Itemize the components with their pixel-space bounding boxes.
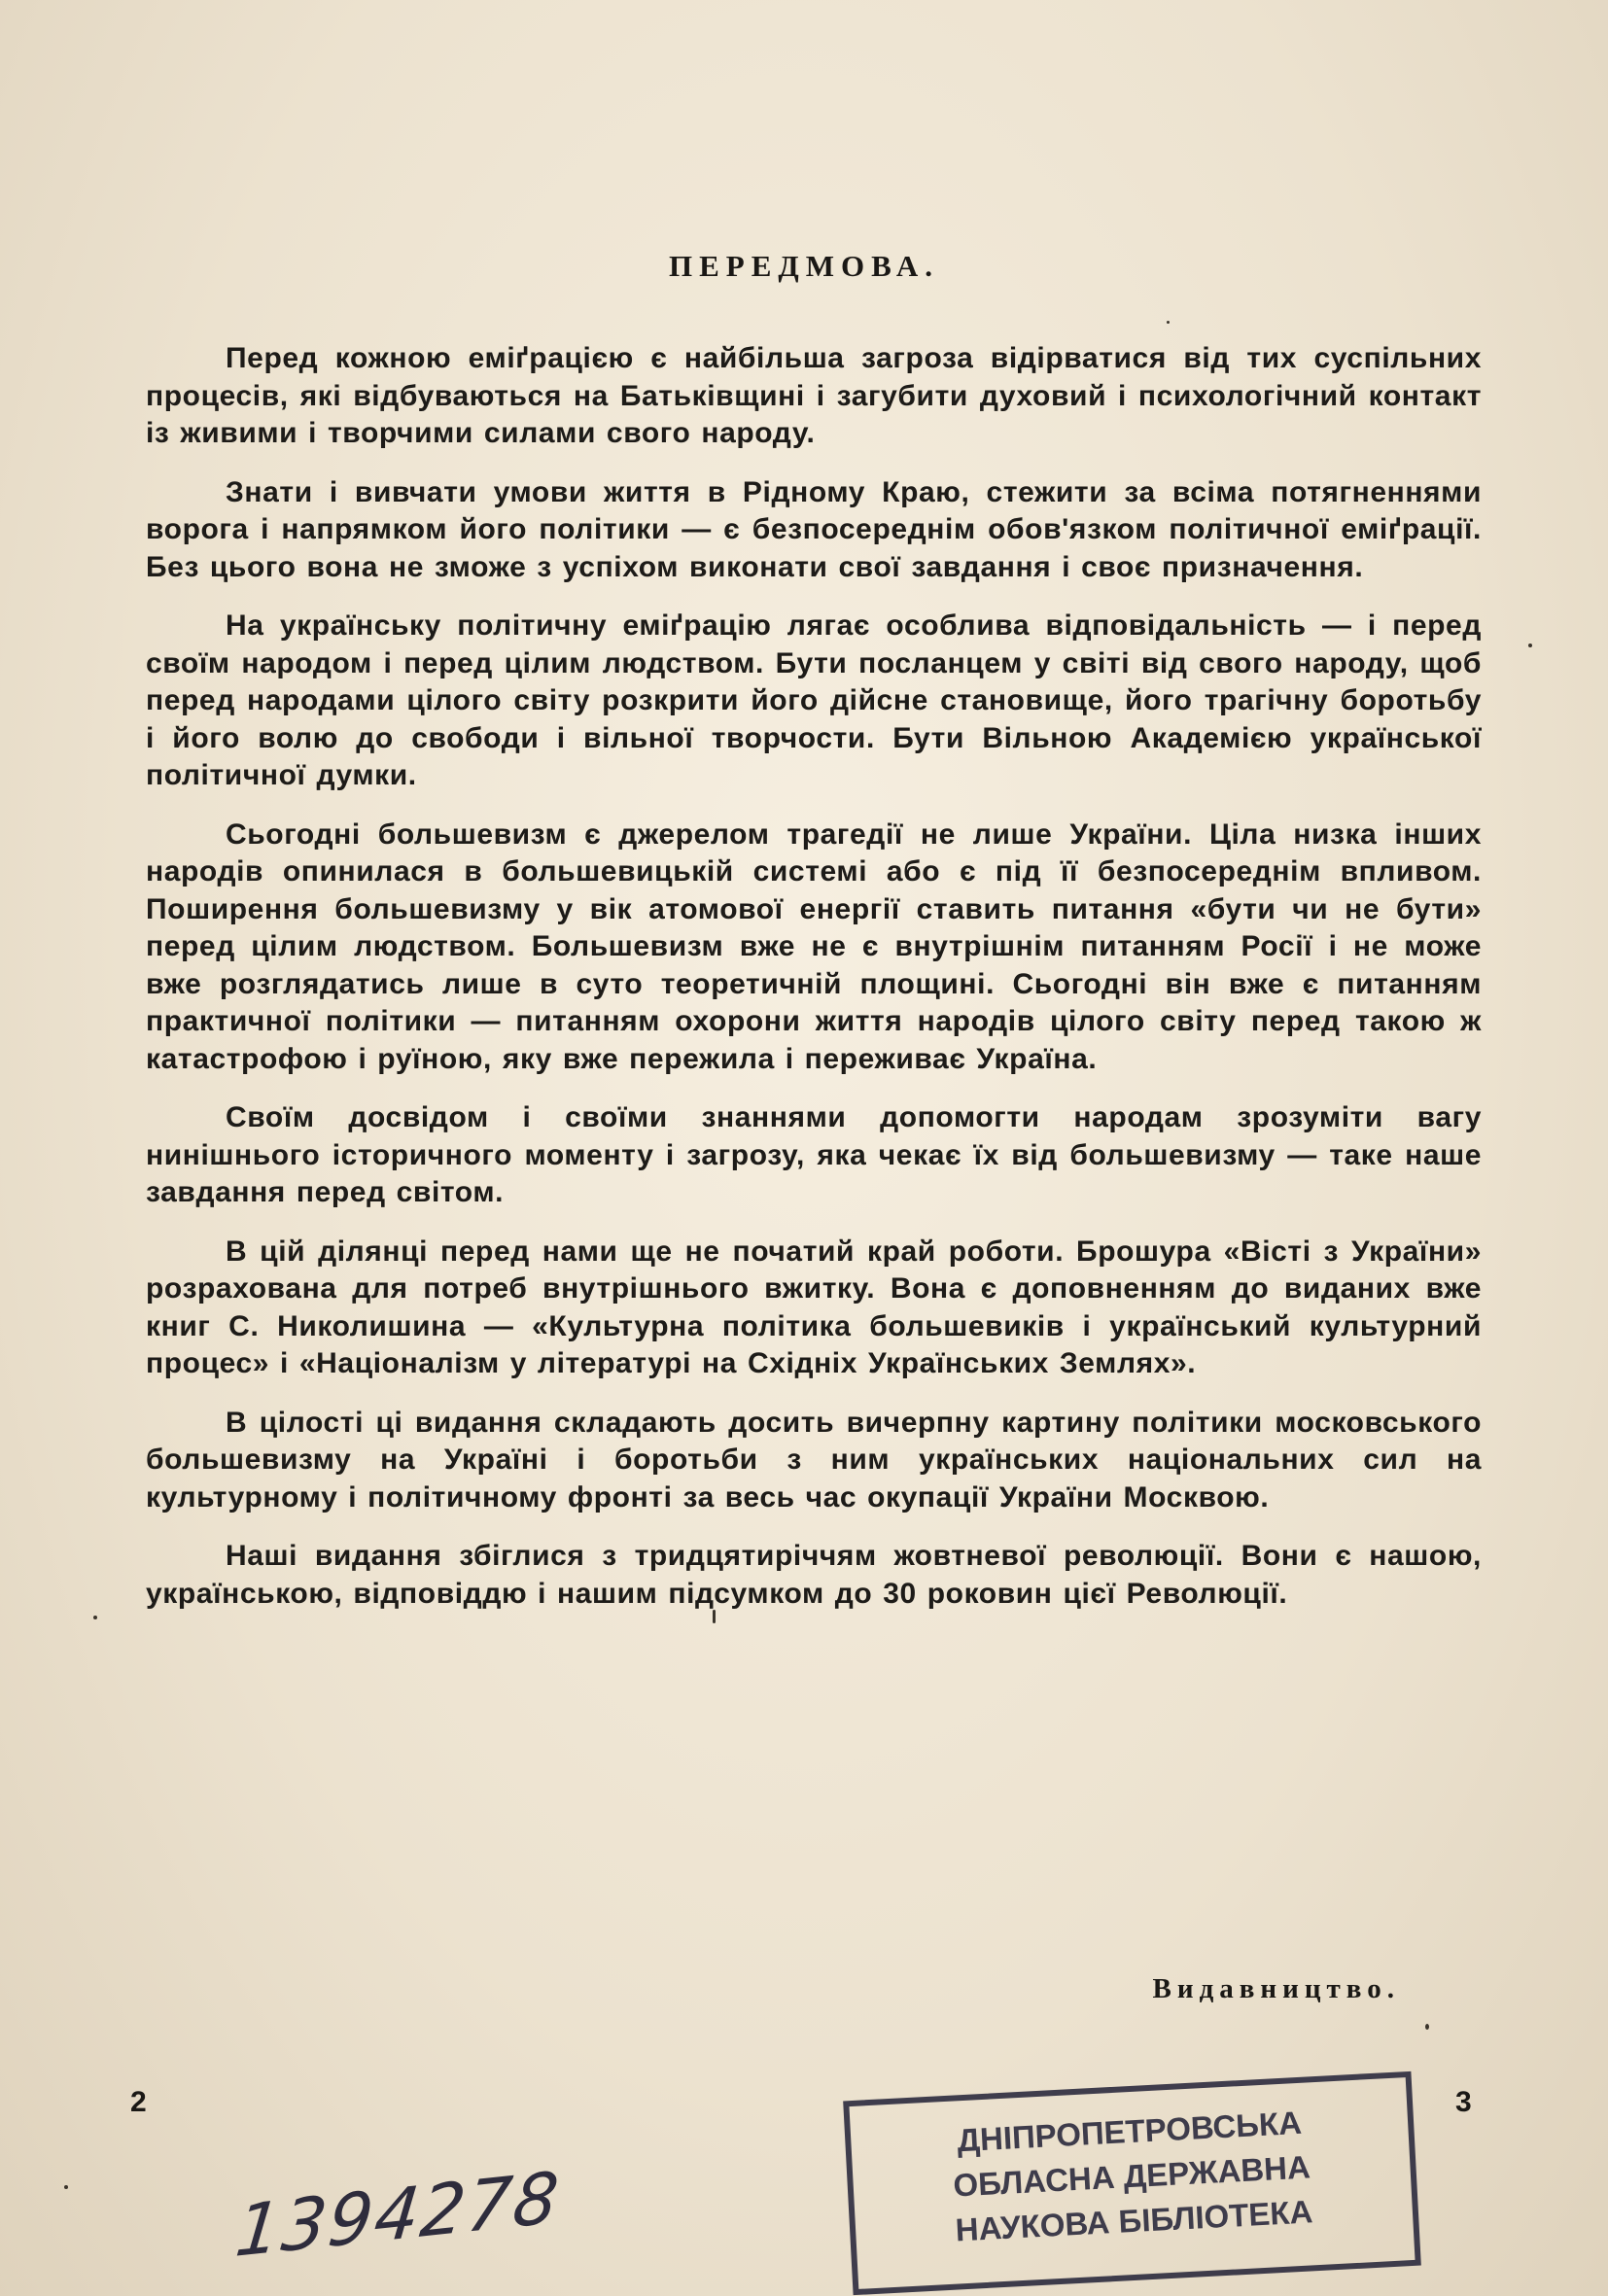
print-speck	[713, 1610, 716, 1623]
page-title: ПЕРЕДМОВА.	[669, 249, 939, 283]
stamp-line-1: ДНІПРОПЕТРОВСЬКА	[956, 2104, 1303, 2159]
print-speck	[1528, 644, 1532, 647]
paragraph-2: Знати і вивчати умови життя в Рідному Краю, стежити за всіма потягненнями ворога і напрямком його політики — є безпосереднім обов'язком політичної еміґрації. Без цього вона не зможе з успіхом виконати свої завдання і своє призначення.	[146, 475, 1482, 583]
page-number-right: 3	[1455, 2086, 1472, 2118]
stamp-line-2: ОБЛАСНА ДЕРЖАВНА	[952, 2148, 1311, 2204]
print-speck	[93, 1616, 97, 1619]
paragraph-1: Перед кожною еміґрацією є найбільша загроза відірватися від тих суспільних процесів, які відбуваються на Батьківщині і загубити духовий і психологічний контакт із живими і творчими силами свого народу.	[146, 342, 1482, 449]
print-speck	[64, 2185, 68, 2189]
print-speck	[1167, 321, 1170, 324]
preface-body	[146, 340, 1482, 1634]
paragraph-8: Наші видання збіглися з тридцятиріччям жовтневої революції. Вони є нашою, українською, відповіддю і нашим підсумком до 30 роковин цієї Революції.	[146, 1540, 1482, 1610]
library-stamp	[843, 2071, 1421, 2295]
paragraph-6: В цій ділянці перед нами ще не початий край роботи. Брошура «Вісті з України» розрахована для потреб внутрішнього вжитку. Вона є доповненням до виданих вже книг С. Николишина — «Культурна політика большевиків і український культурний процес» і «Націоналізм у літературі на Східніх Українських Землях».	[146, 1235, 1482, 1379]
publisher-signature: Видавництво.	[1152, 1973, 1400, 2004]
paragraph-5: Своїм досвідом і своїми знаннями допомогти народам зрозуміти вагу нинішнього історичного моменту і загрозу, яка чекає їх від большевизму — таке наше завдання перед світом.	[146, 1101, 1482, 1208]
stamp-line-3: НАУКОВА БІБЛІОТЕКА	[954, 2193, 1314, 2248]
paragraph-4: Сьогодні большевизм є джерелом трагедії не лише України. Ціла низка інших народів опинилася в большевицькій системі або є під її безпосереднім впливом. Поширення большевизму у вік атомової енергії ставить питання «бути чи не бути» перед цілим людством. Большевизм вже не є внутрішнім питанням Росії і не може вже розглядатись лише в суто теоретичній площині. Сьогодні він вже є питанням практичної політики — питанням охорони життя народів цілого світу перед такою ж катастрофою і руїною, яку вже пережила і переживає Україна.	[146, 818, 1482, 1075]
handwritten-inventory-number: 1394278	[231, 2155, 565, 2274]
paragraph-3: На українську політичну еміґрацію лягає особлива відповідальність — і перед своїм народом і перед цілим людством. Бути посланцем у світі від свого народу, щоб перед народами цілого світу розкрити його дійсне становище, його трагічну боротьбу і його волю до свободи і вільної творчости. Бути Вільною Академією української політичної думки.	[146, 609, 1482, 791]
paragraph-7: В цілості ці видання складають досить вичерпну картину політики московського большевизму на Україні і боротьби з ним українських національних сил на культурному і політичному фронті за весь час окупації України Москвою.	[146, 1406, 1482, 1513]
page-number-left: 2	[130, 2086, 147, 2118]
print-speck	[1425, 2024, 1429, 2030]
